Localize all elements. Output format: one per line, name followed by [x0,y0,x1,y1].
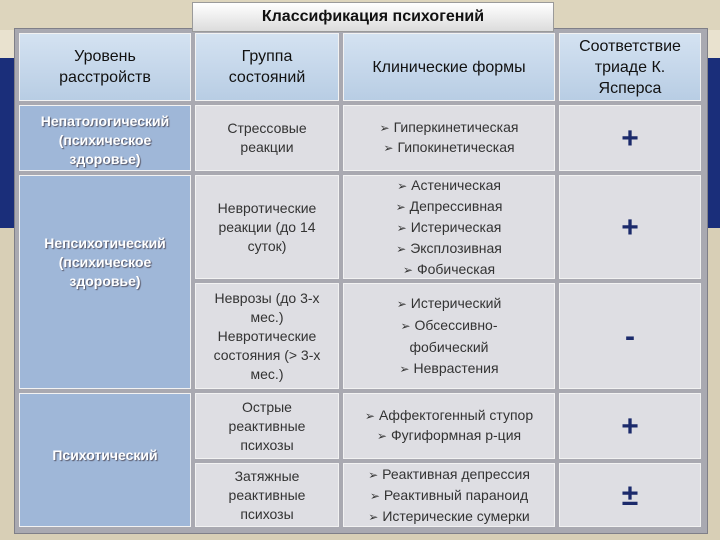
arrow-bullet-icon: ➢ [397,178,408,193]
arrow-bullet-icon: ➢ [402,262,413,277]
forms-neuroses [343,283,555,389]
level-nonpathological [19,105,191,171]
level-nonpsychotic-text: Непсихотический (психическое здоровье) [44,234,166,289]
classification-table [14,28,708,534]
group-neurotic-reactions-text: Невротические реакции (до 14 суток) [217,199,317,254]
header-forms [343,33,555,101]
list-item: ➢ Истерический [396,294,502,311]
jaspers-mark: + [621,121,639,155]
mark-acute-psychoses [559,393,701,459]
list-item: ➢ Фугиформная р-ция [376,427,522,443]
group-stress [195,105,339,171]
arrow-bullet-icon: ➢ [395,199,406,214]
level-nonpathological-text: Непатологический (психическое здоровье) [40,113,170,167]
jaspers-mark: ± [621,478,639,512]
level-psychotic-text: Психотический [52,447,158,463]
group-neurotic-reactions [195,175,339,279]
mark-stress [559,105,701,171]
header-jaspers [559,33,701,101]
list-item: ➢ Гипокинетическая [383,139,515,155]
jaspers-mark: + [621,210,639,244]
slide-title-text: Классификация психогений [261,8,485,25]
arrow-bullet-icon: ➢ [379,121,390,135]
list-item: ➢ Депрессивная [395,197,503,214]
header-group [195,33,339,101]
arrow-bullet-icon: ➢ [368,509,379,524]
arrow-bullet-icon: ➢ [368,467,379,482]
level-psychotic [19,393,191,527]
list-item: ➢ Гиперкинетическая [379,119,519,135]
list-item: ➢ Неврастения [399,359,499,376]
arrow-bullet-icon: ➢ [396,241,407,256]
arrow-bullet-icon: ➢ [383,141,394,155]
level-nonpsychotic [19,175,191,389]
group-acute-psychoses-text: Острые реактивные психозы [228,398,306,453]
list-item: ➢ Эксплозивная [396,239,502,256]
list-item: ➢ Обсессивно-фобический [400,316,498,355]
list-item: ➢ Аффектогенный ступор [364,407,534,423]
forms-acute-psychoses [343,393,555,459]
group-prolonged-psychoses-text: Затяжные реактивные психозы [228,467,306,522]
list-item: ➢ Реактивный параноид [369,486,529,503]
group-neuroses-text: Неврозы (до 3-х мес.) Невротические состояния (> 3-х мес.) [213,289,321,382]
mark-neurotic-reactions [559,175,701,279]
arrow-bullet-icon: ➢ [369,488,380,503]
mark-neuroses [559,283,701,389]
arrow-bullet-icon: ➢ [364,409,375,423]
forms-neurotic-reactions [343,175,555,279]
arrow-bullet-icon: ➢ [396,296,407,311]
header-level-text: Уровень расстройств [59,48,151,86]
group-prolonged-psychoses [195,463,339,527]
arrow-bullet-icon: ➢ [399,361,410,376]
list-item: ➢ Астеническая [397,176,501,193]
list-item: ➢ Фобическая [402,260,496,277]
mark-prolonged-psychoses [559,463,701,527]
group-neuroses [195,283,339,389]
list-item: ➢ Реактивная депрессия [368,465,530,482]
jaspers-mark: + [621,409,639,443]
arrow-bullet-icon: ➢ [400,318,411,333]
list-item: ➢ Истерическая [396,218,502,235]
group-acute-psychoses [195,393,339,459]
arrow-bullet-icon: ➢ [376,429,387,443]
forms-stress [343,105,555,171]
list-item: ➢ Истерические сумерки [368,507,530,524]
header-level [19,33,191,101]
jaspers-mark: - [625,319,635,353]
header-jaspers-text: Соответствие триаде К. Ясперса [579,37,681,97]
header-forms-text: Клинические формы [372,58,526,76]
arrow-bullet-icon: ➢ [396,220,407,235]
forms-prolonged-psychoses [343,463,555,527]
header-group-text: Группа состояний [228,48,306,86]
group-stress-text: Стрессовые реакции [227,120,307,155]
slide-title [192,2,554,32]
